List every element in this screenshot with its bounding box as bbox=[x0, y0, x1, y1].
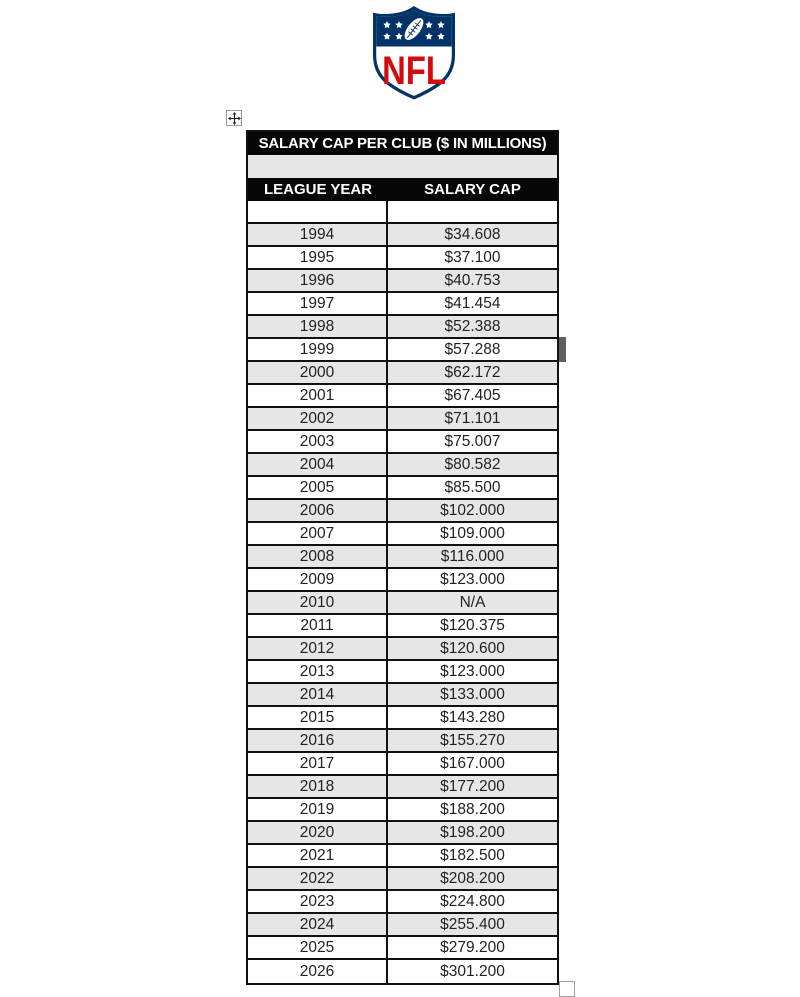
year-cell: 1996 bbox=[248, 270, 388, 291]
nfl-wordmark: NFL bbox=[382, 47, 446, 93]
column-header-salary-cap: SALARY CAP bbox=[424, 181, 521, 198]
table-move-handle[interactable] bbox=[226, 110, 242, 126]
year-cell: 1999 bbox=[248, 339, 388, 360]
cap-cell: $80.582 bbox=[444, 455, 501, 473]
cap-cell: $208.200 bbox=[440, 869, 505, 887]
table-row bbox=[248, 753, 557, 776]
cap-cell: $198.200 bbox=[440, 823, 505, 841]
year-cell: 1994 bbox=[248, 224, 388, 245]
year-cell: 2021 bbox=[248, 845, 388, 866]
year-cell: 2026 bbox=[248, 960, 388, 983]
year-cell: 2024 bbox=[248, 914, 388, 935]
year-cell: 1997 bbox=[248, 293, 388, 314]
year-cell: 2005 bbox=[248, 477, 388, 498]
cap-cell: $120.600 bbox=[440, 639, 505, 657]
cap-cell: $52.388 bbox=[444, 317, 501, 335]
spacer-cell bbox=[388, 201, 557, 222]
cap-cell: $123.000 bbox=[440, 570, 505, 588]
table-row bbox=[248, 431, 557, 454]
cap-cell: $177.200 bbox=[440, 777, 505, 795]
table-row bbox=[248, 776, 557, 799]
year-cell: 1995 bbox=[248, 247, 388, 268]
table-row bbox=[248, 868, 557, 891]
table-row bbox=[248, 960, 557, 983]
table-body bbox=[248, 224, 557, 983]
cap-cell: $255.400 bbox=[440, 915, 505, 933]
cap-cell: $41.454 bbox=[444, 294, 501, 312]
cap-cell: $155.270 bbox=[440, 731, 505, 749]
year-cell: 2017 bbox=[248, 753, 388, 774]
cap-cell: N/A bbox=[459, 593, 486, 611]
cap-cell: $116.000 bbox=[440, 547, 505, 565]
cap-cell: $102.000 bbox=[440, 501, 505, 519]
cap-cell: $182.500 bbox=[440, 846, 505, 864]
year-cell: 2016 bbox=[248, 730, 388, 751]
year-cell: 2002 bbox=[248, 408, 388, 429]
table-row bbox=[248, 730, 557, 753]
cap-cell: $143.280 bbox=[440, 708, 505, 726]
cap-cell: $133.000 bbox=[440, 685, 505, 703]
table-row bbox=[248, 500, 557, 523]
cursor-bar bbox=[559, 337, 566, 362]
cap-cell: $279.200 bbox=[440, 938, 505, 956]
year-cell: 2023 bbox=[248, 891, 388, 912]
cap-cell: $120.375 bbox=[440, 616, 505, 634]
year-cell: 2003 bbox=[248, 431, 388, 452]
table-title: SALARY CAP PER CLUB ($ IN MILLIONS) bbox=[258, 135, 547, 152]
column-header-row bbox=[248, 178, 557, 201]
table-row bbox=[248, 684, 557, 707]
nfl-logo bbox=[368, 5, 460, 101]
cap-cell: $85.500 bbox=[444, 478, 501, 496]
year-cell: 2025 bbox=[248, 937, 388, 958]
table-row bbox=[248, 638, 557, 661]
cap-cell: $34.608 bbox=[444, 225, 501, 243]
year-cell: 2000 bbox=[248, 362, 388, 383]
year-cell: 2020 bbox=[248, 822, 388, 843]
cap-cell: $109.000 bbox=[440, 524, 505, 542]
table-row bbox=[248, 362, 557, 385]
table-row bbox=[248, 477, 557, 500]
cap-cell: $123.000 bbox=[440, 662, 505, 680]
salary-cap-table bbox=[246, 130, 559, 985]
cap-cell: $71.101 bbox=[444, 409, 501, 427]
year-cell: 2022 bbox=[248, 868, 388, 889]
table-row bbox=[248, 615, 557, 638]
year-cell: 2004 bbox=[248, 454, 388, 475]
year-cell: 2006 bbox=[248, 500, 388, 521]
year-cell: 2010 bbox=[248, 592, 388, 613]
cap-cell: $301.200 bbox=[440, 962, 505, 980]
year-cell: 2014 bbox=[248, 684, 388, 705]
year-cell: 2011 bbox=[248, 615, 388, 636]
year-cell: 2019 bbox=[248, 799, 388, 820]
cap-cell: $188.200 bbox=[440, 800, 505, 818]
spacer-cell bbox=[248, 201, 388, 222]
table-row bbox=[248, 845, 557, 868]
table-row bbox=[248, 592, 557, 615]
year-cell: 2008 bbox=[248, 546, 388, 567]
table-row bbox=[248, 891, 557, 914]
cap-cell: $167.000 bbox=[440, 754, 505, 772]
table-row bbox=[248, 408, 557, 431]
table-row bbox=[248, 293, 557, 316]
cap-cell: $40.753 bbox=[444, 271, 501, 289]
spacer-row-white bbox=[248, 201, 557, 224]
table-row bbox=[248, 247, 557, 270]
table-row bbox=[248, 914, 557, 937]
cap-cell: $75.007 bbox=[444, 432, 501, 450]
year-cell: 2007 bbox=[248, 523, 388, 544]
spacer-cell bbox=[248, 155, 557, 178]
cap-cell: $224.800 bbox=[440, 892, 505, 910]
table-row bbox=[248, 339, 557, 362]
spacer-row-gray bbox=[248, 155, 557, 178]
table-row bbox=[248, 546, 557, 569]
table-row bbox=[248, 661, 557, 684]
table-row bbox=[248, 799, 557, 822]
table-row bbox=[248, 937, 557, 960]
table-row bbox=[248, 316, 557, 339]
column-header-league-year: LEAGUE YEAR bbox=[263, 181, 373, 198]
table-row bbox=[248, 385, 557, 408]
table-row bbox=[248, 523, 557, 546]
cap-cell: $57.288 bbox=[444, 340, 501, 358]
year-cell: 2001 bbox=[248, 385, 388, 406]
table-row bbox=[248, 224, 557, 247]
table-row bbox=[248, 454, 557, 477]
year-cell: 2018 bbox=[248, 776, 388, 797]
table-row bbox=[248, 822, 557, 845]
table-title-row bbox=[248, 132, 557, 155]
table-row bbox=[248, 270, 557, 293]
four-way-arrow-icon bbox=[228, 112, 241, 125]
cap-cell: $67.405 bbox=[444, 386, 501, 404]
year-cell: 2015 bbox=[248, 707, 388, 728]
year-cell: 2012 bbox=[248, 638, 388, 659]
year-cell: 2009 bbox=[248, 569, 388, 590]
year-cell: 2013 bbox=[248, 661, 388, 682]
table-resize-handle[interactable] bbox=[559, 981, 575, 997]
cap-cell: $37.100 bbox=[444, 248, 501, 266]
nfl-shield-icon bbox=[368, 5, 460, 101]
table-row bbox=[248, 707, 557, 730]
year-cell: 1998 bbox=[248, 316, 388, 337]
cap-cell: $62.172 bbox=[444, 363, 501, 381]
table-row bbox=[248, 569, 557, 592]
